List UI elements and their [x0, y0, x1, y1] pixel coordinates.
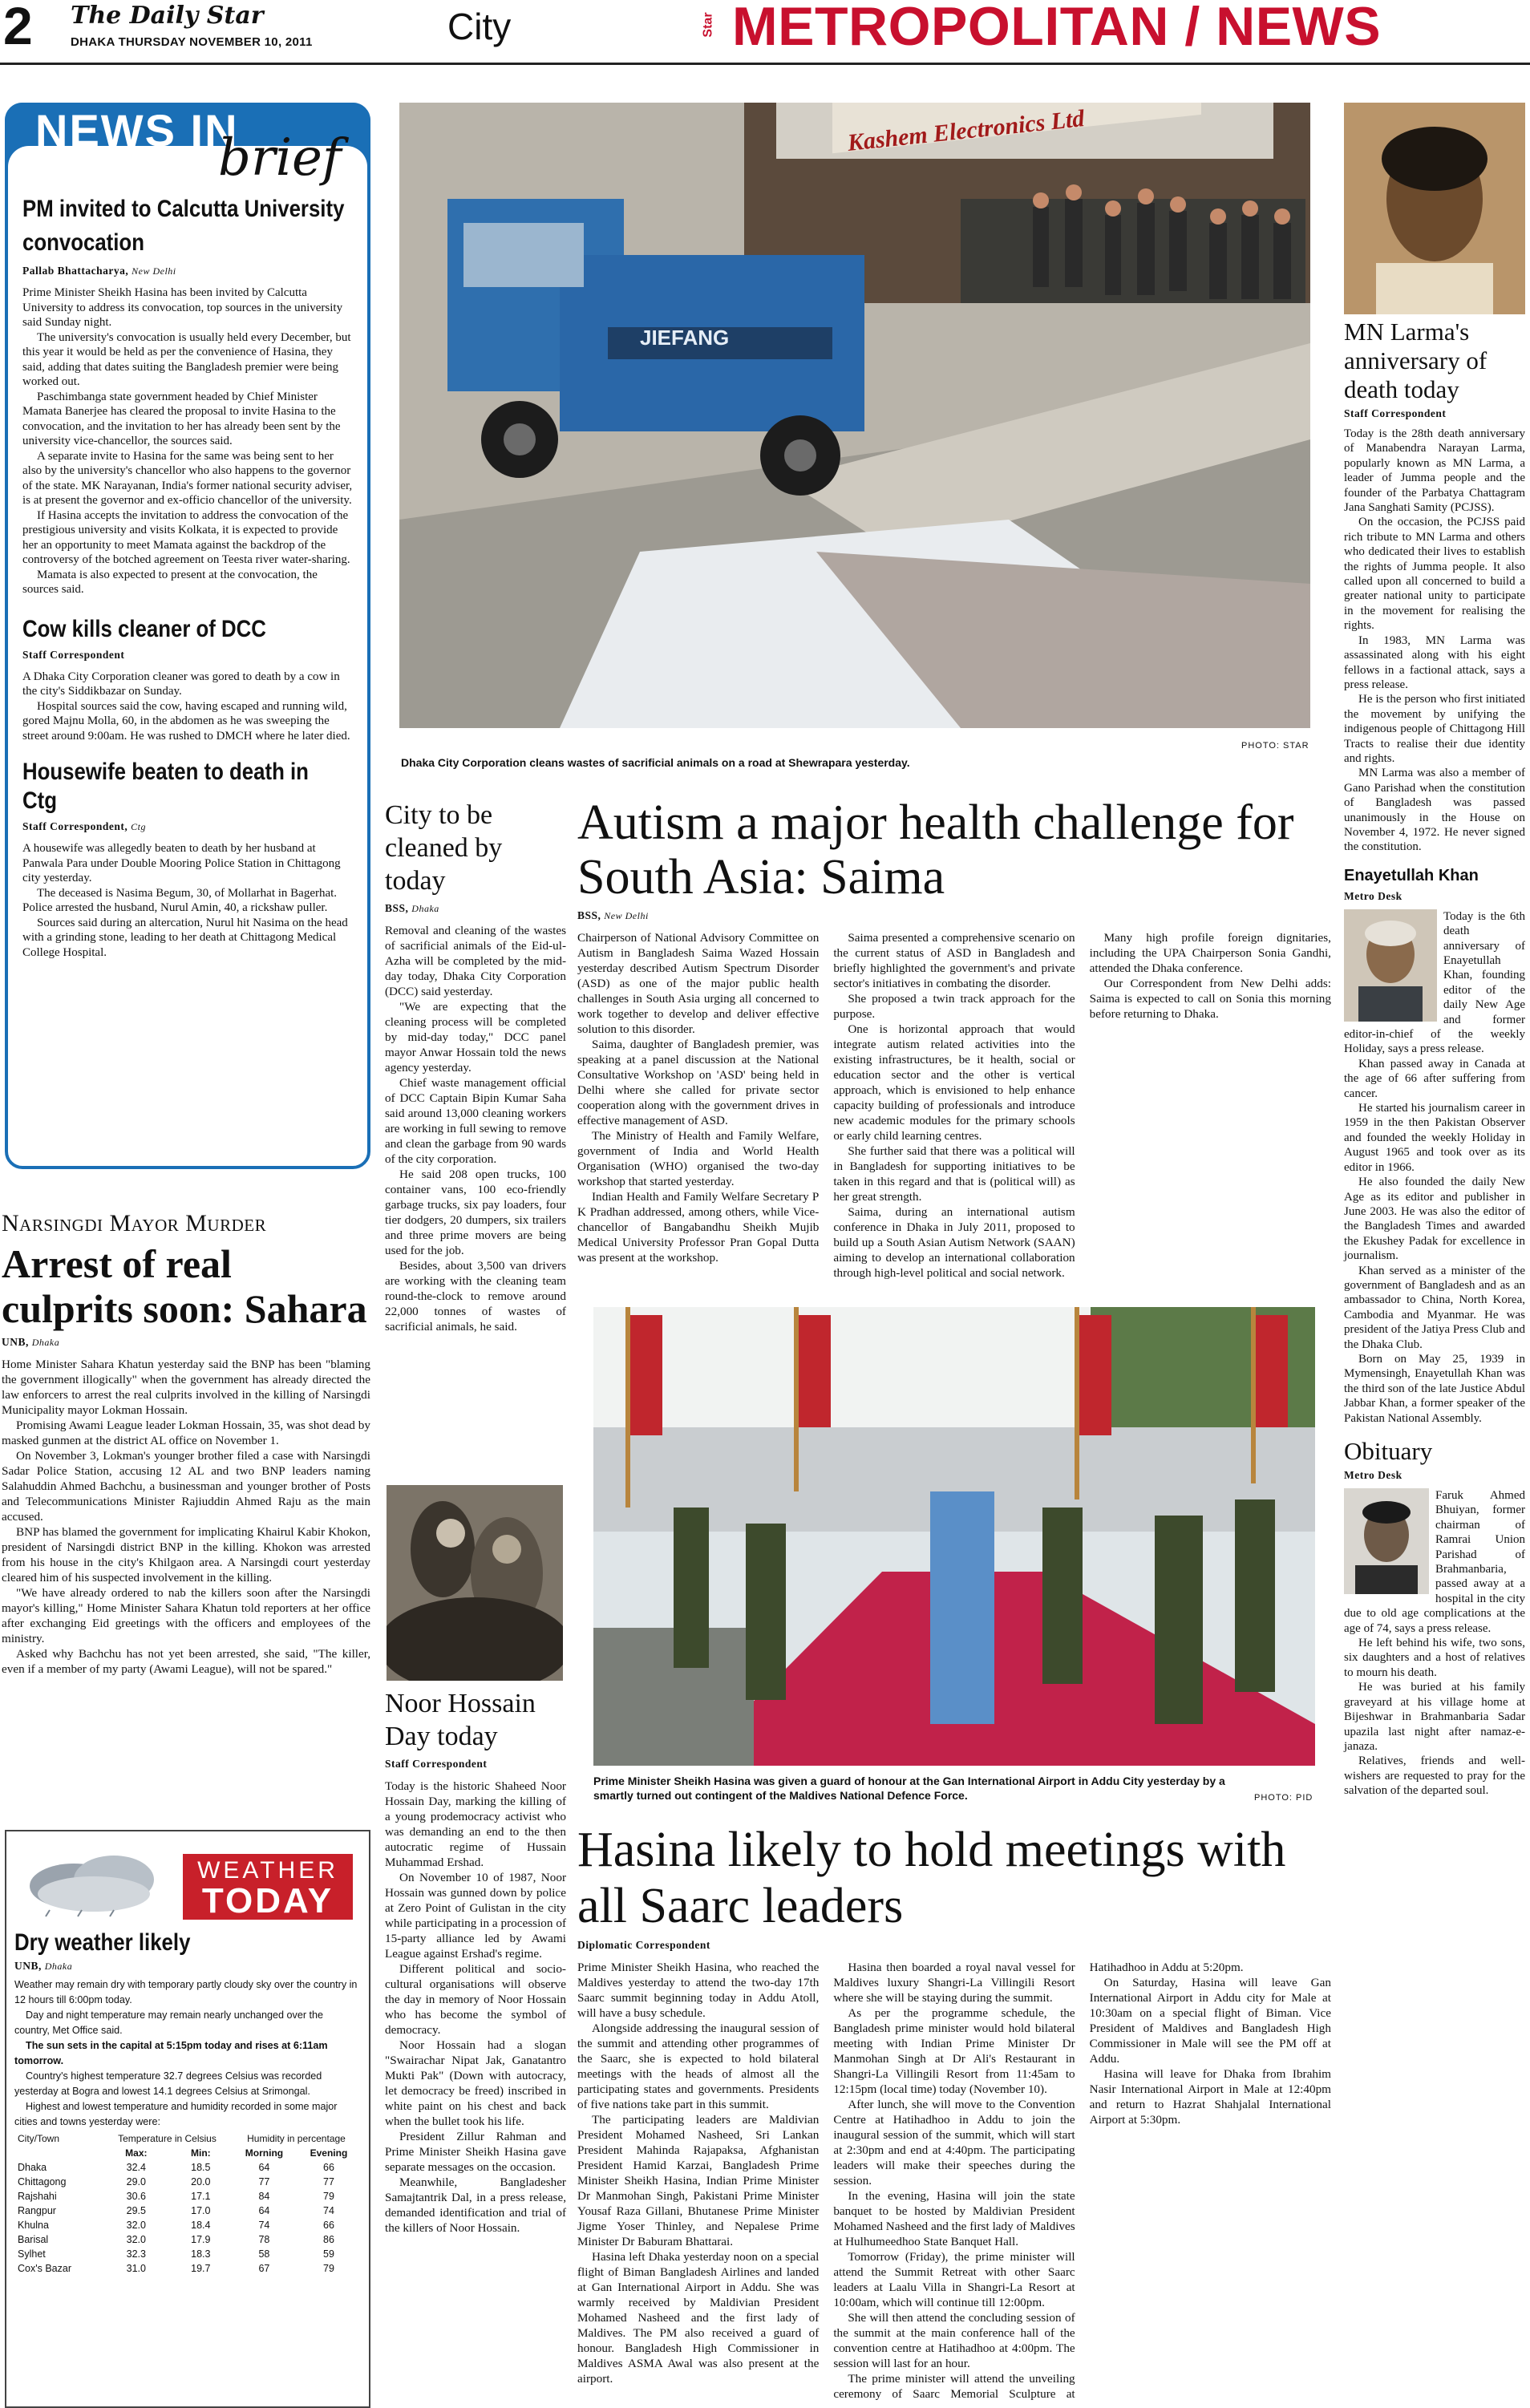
noor-headline: Noor Hossain Day today: [385, 1689, 536, 1751]
paragraph: Meanwhile, Bangladesher Samajtantrik Dal, in a press release, demanded identification and trial of the killers of Noor Hossain.: [385, 2175, 566, 2235]
city-cell: Cox's Bazar: [18, 2263, 71, 2274]
city-cell: Barisal: [18, 2234, 49, 2245]
col-blank: [14, 2146, 103, 2160]
narsingdi-body: [2, 1357, 370, 1677]
narsingdi-headline: Arrest of real culprits soon: Sahara: [2, 1241, 367, 1331]
saarc-body: [577, 1960, 1331, 2405]
narsingdi-article: [2, 1209, 370, 1677]
value-cell: 86: [323, 2234, 334, 2245]
nib-byline-3-place: Ctg: [131, 821, 146, 832]
value-cell: 77: [323, 2176, 334, 2187]
paragraph: Relatives, friends and well-wishers are requested to pray for the salvation of the departed soul.: [1344, 1754, 1525, 1798]
noor-article: [385, 1687, 566, 2236]
paragraph: Alongside addressing the inaugural session of the summit and attending other programmes of the Saarc, she is expected to hold bilateral meetings with the heads of almost all the participating states and governments. Presidents of five nations take part in this summit.: [577, 2022, 820, 2111]
value-cell: 59: [323, 2248, 334, 2260]
paragraph: Promising Awami League leader Lokman Hossain, 35, was shot dead by masked gunmen at the district AL office on November 1.: [2, 1418, 370, 1447]
narsingdi-byline-name: UNB,: [2, 1336, 29, 1348]
portrait-image: [1344, 1488, 1429, 1594]
noor-byline: [385, 1758, 566, 1771]
city-cell: Sylhet: [18, 2248, 46, 2260]
paragraph: He also founded the daily New Age as its editor and publisher in June 2003. He was also the editor of the Bangladesh Times and awarded the Ekushey Padak for excellence in journalism.: [1344, 1176, 1525, 1263]
value-cell: 32.4: [126, 2162, 146, 2173]
paragraph: In the evening, Hasina will join the state banquet to be hosted by Maldivian President Mohamed Nasheed and the first lady of Maldives at Hulhumeedhoo State Banquet Hall.: [833, 2189, 1075, 2248]
cleaning-article: [385, 799, 566, 1334]
weather-box: [5, 1830, 370, 2408]
paragraph: Home Minister Sahara Khatun yesterday said the BNP has been "blaming the government illogically" when the government has already directed the law enforcers to arrest the real culprits involved in the killing of Narsingdi Municipality mayor Lokman Hossain.: [2, 1358, 370, 1417]
paragraph: A separate invite to Hasina for the same was being sent to her also by the university's chancellor who also happens to the governor of the state. MK Narayanan, India's former national security adviser, is at present the governor and ex-officio chancellor of the university.: [22, 449, 353, 507]
weather-byline-name: UNB,: [14, 1960, 42, 1972]
col-temperature: Temperature in Celsius: [118, 2133, 217, 2144]
cleaning-byline-name: BSS,: [385, 902, 409, 914]
col-evening: Evening: [310, 2147, 348, 2159]
paragraph: He left behind his wife, two sons, six daughters and a host of relatives to mourn his death.: [1344, 1637, 1525, 1679]
value-cell: 17.0: [191, 2205, 211, 2216]
guard-photo: [593, 1307, 1315, 1766]
paragraph: On Saturday, Hasina will leave Gan International Airport in Addu city for Male at 10:30am on a special flight of Biman. Vice President of Maldives and Bangladesh High Commissioner in Male will see the PM off at Addu.: [1089, 1976, 1331, 2066]
paragraph: Khan passed away in Canada at the age of 66 after suffering from cancer.: [1344, 1057, 1525, 1100]
paragraph: He said 208 open trucks, 100 container vans, 100 eco-friendly garbage trucks, six pay loaders, four tier dodgers, 20 dumpers, six trailers and three prime movers are being used for the job.: [385, 1168, 566, 1257]
nib-item-1: [22, 192, 353, 597]
weather-table: [14, 2131, 361, 2276]
paragraph: He was buried at his family graveyard at his village home at Bijeshwar in Brahmanbaria Sadar upazila last night after namaz-e-janaza.: [1344, 1681, 1525, 1753]
paragraph: Hasina left Dhaka yesterday noon on a special flight of Biman Bangladesh Airlines and landed at Gan International Airport in Addu. She was warmly received by Maldivian President Mohamed Nasheed and the first lady of Maldives. The PM also received a guard of honour. Bangladesh High Commissioner in Maldives ASMA Awal was also present at the airport.: [577, 2250, 820, 2386]
paragraph: Today is the 28th death anniversary of Manabendra Narayan Larma, popularly known as MN Larma, a leader of Jumma people and the founder of the Parbatya Chattagram Jana Sanghati Samity (PCJSS).: [1344, 427, 1525, 515]
paragraph: Our Correspondent from New Delhi adds: Saima is expected to call on Sonia this morning before returning to Dhaka.: [1089, 977, 1331, 1021]
dateline: DHAKA THURSDAY NOVEMBER 10, 2011: [71, 35, 313, 49]
nib-item-3: [22, 758, 353, 960]
value-cell: 31.0: [126, 2263, 146, 2274]
paragraph: Country's highest temperature 32.7 degrees Celsius was recorded yesterday at Bogra and lowest 14.1 degrees Celsius at Srimongal.: [14, 2070, 322, 2097]
nib-byline-2: [22, 649, 353, 662]
street-cleaning-image: [399, 103, 1310, 728]
weather-byline-place: Dhaka: [44, 1961, 73, 1972]
city-cell: Dhaka: [18, 2162, 47, 2173]
guard-photo-caption: Prime Minister Sheikh Hasina was given a guard of honour at the Gan International Airport in Addu City yesterday by a smartly turned out contingent of the Maldives National Defence Force.: [593, 1775, 1225, 1802]
value-cell: 74: [258, 2220, 270, 2231]
value-cell: 18.5: [191, 2162, 211, 2173]
table-row: [14, 2261, 361, 2276]
news-in-label: NEWS IN: [35, 105, 239, 156]
paragraph: Mamata is also expected to present at the convocation, the sources said.: [22, 568, 318, 596]
value-cell: 32.0: [126, 2234, 146, 2245]
weather-text: [14, 1929, 361, 2276]
larma-byline: [1344, 407, 1525, 420]
paragraph: The university's convocation is usually held every December, but this year it would be held as per the convenience of Hasina, they said, adding that dates suiting the Bangladesh premier were being worked out.: [22, 330, 351, 388]
enayetullah-headline: Enayetullah Khan: [1344, 866, 1479, 884]
page-number: 2: [3, 0, 33, 55]
autism-body: [577, 930, 1331, 1287]
cleaning-body: [385, 923, 566, 1334]
section-name: City: [447, 6, 512, 47]
nib-byline-3: [22, 820, 353, 833]
col-city: City/Town: [18, 2133, 60, 2144]
paragraph: Khan served as a minister of the government of Bangladesh and as an ambassador to China, North Korea, Cambodia and Myanmar. He was president of the Jatiya Press Club and the Dhaka Club.: [1344, 1264, 1525, 1351]
cleaning-photo-caption: Dhaka City Corporation cleans wastes of sacrificial animals on a road at Shewrapara yesterday.: [401, 756, 910, 769]
table-row: [14, 2160, 361, 2175]
value-cell: 66: [323, 2220, 334, 2231]
paragraph: She proposed a twin track approach for the purpose.: [833, 992, 1075, 1021]
obituary-body: [1344, 1488, 1525, 1799]
nib-headline-2: Cow kills cleaner of DCC: [22, 615, 266, 642]
cleaning-headline: City to be cleaned by today: [385, 800, 503, 896]
value-cell: 74: [323, 2205, 334, 2216]
nib-byline-1: [22, 265, 353, 277]
value-cell: 58: [258, 2248, 270, 2260]
value-cell: 29.5: [126, 2205, 146, 2216]
value-cell: 18.3: [191, 2248, 211, 2260]
paragraph: MN Larma was also a member of Gano Parishad when the constitution of Bangladesh was passed unanimously in the House on November 4, 1972. He never signed the constitution.: [1344, 767, 1525, 854]
weather-badge-a: WEATHER: [197, 1857, 338, 1884]
paragraph: BNP has blamed the government for implicating Khairul Kabir Khokon, president of Narsingdi district BNP in the killing. Khokon was arrested from his house in the city's Khilgaon area. A Narsingdi court yesterday cleared him of his suspected involvement in the killing.: [2, 1525, 370, 1584]
city-cell: Chittagong: [18, 2176, 67, 2187]
nib-body-2: [22, 670, 353, 744]
table-row: [14, 2204, 361, 2218]
larma-headline: MN Larma's anniversary of death today: [1344, 318, 1488, 403]
paragraph: Faruk Ahmed Bhuiyan, former chairman of Ramrai Union Parishad of Brahmanbaria, passed away at a hospital in the city due to old age complications at the age of 74, says a press release.: [1344, 1489, 1525, 1635]
city-cell: Rangpur: [18, 2205, 56, 2216]
table-row: [14, 2175, 361, 2189]
paragraph: One is horizontal approach that would integrate autism related activities into the existing infrastructures, be it health, social or education sector and the other is vertical approach, which is envisioned to help enhance capacity building of professionals and introduce new academic modules for the primary schools or early child learning centres.: [833, 1022, 1075, 1143]
obituary-portrait: [1344, 1488, 1429, 1594]
value-cell: 18.4: [191, 2220, 211, 2231]
value-cell: 32.0: [126, 2220, 146, 2231]
paragraph: Today is the 6th death anniversary of Enayetullah Khan, founding editor of the daily New Age and former editor-in-chief of the weekly Holiday, says a press release.: [1344, 909, 1525, 1056]
noor-byline-name: Staff Correspondent: [385, 1758, 488, 1770]
saarc-byline: [577, 1939, 1331, 1952]
narsingdi-byline-place: Dhaka: [31, 1337, 60, 1348]
obituary-headline: Obituary: [1344, 1437, 1433, 1465]
paragraph: The Ministry of Health and Family Welfare, government of India and World Health Organisation (WHO) organised the two-day workshop that started yesterday.: [577, 1129, 820, 1188]
paragraph: Different political and socio-cultural organisations will observe the day in memory of Noor Hossain who has become the symbol of democracy.: [385, 1962, 566, 2037]
weather-headline: Dry weather likely: [14, 1929, 191, 1956]
paragraph: Paschimbanga state government headed by Chief Minister Mamata Banerjee has cleared the proposal to invite Hasina to the convocation, and the invitation to her has already been sent by the university vice-chancellor, the sources said.: [22, 390, 341, 447]
value-cell: 17.9: [191, 2234, 211, 2245]
paragraph: Removal and cleaning of the wastes of sacrificial animals of the Eid-ul-Azha will be completed by the mid-day today, Dhaka City Corporation (DCC) said yesterday.: [385, 924, 566, 998]
col-humidity: Humidity in percentage: [247, 2133, 346, 2144]
brief-label: brief: [218, 128, 342, 188]
weather-badge-b: TODAY: [201, 1881, 334, 1920]
paragraph: The deceased is Nasima Begum, 30, of Mollarhat in Bagerhat. Police arrested the husband, Nurul Amin, 40, a rickshaw puller.: [22, 886, 338, 914]
paragraph: He started his journalism career in 1959 in the then Pakistan Observer and founded the weekly Holiday in August 1965 and took over as its editor in 1966.: [1344, 1102, 1525, 1174]
table-row: [14, 2218, 361, 2232]
enayetullah-article: [1344, 866, 1525, 1426]
paragraph: President Zillur Rahman and Prime Minister Sheikh Hasina gave separate messages on the occasion.: [385, 2130, 566, 2174]
cloud-icon: [18, 1846, 178, 1918]
paragraph: Prime Minister Sheikh Hasina has been invited by Calcutta University to address its convocation, top sources in the university said Sunday night.: [22, 286, 343, 329]
autism-article: [577, 795, 1331, 1287]
cleaning-photo: [399, 103, 1310, 728]
guard-photo-credit: PHOTO: PID: [1254, 1793, 1313, 1803]
paragraph: Indian Health and Family Welfare Secretary P K Pradhan addressed, among others, while Vice-chancellor of Bangabandhu Sheikh Mujib Medical University Professor Pran Gopal Dutta was present at the workshop.: [577, 1190, 820, 1265]
larma-byline-name: Staff Correspondent: [1344, 407, 1447, 419]
paragraph: On November 3, Lokman's younger brother filed a case with Narsingdi Sadar Police Station, accusing 12 AL and two BNP leaders naming Salahuddin Ahmed Bachchu, a businessman and younger brother of Posts and Telecommunications Minister Rajiuddin Ahmed Raju as the main accused.: [2, 1449, 370, 1524]
paragraph: Highest and lowest temperature and humidity recorded in some major cities and towns yesterday were:: [14, 2101, 338, 2127]
enayetullah-byline: [1344, 890, 1525, 903]
portrait-image: [1344, 909, 1437, 1022]
paragraph: Chairperson of National Advisory Committee on Autism in Bangladesh Saima Wazed Hossain yesterday described Autism Spectrum Disorder (ASD) as one of the major public health challenges in South Asia urging all concerned to work together to develop and deliver effective solution to this disorder.: [577, 931, 820, 1036]
obituary-article: [1344, 1437, 1525, 1799]
col-min: Min:: [190, 2147, 211, 2159]
paragraph: The sun sets in the capital at 5:15pm today and rises at 6:11am tomorrow.: [14, 2040, 328, 2066]
paragraph: On November 10 of 1987, Noor Hossain was gunned down by police at Zero Point of Gulistan in the city while participating in a procession of 15-party alliance led by Awami League against Ershad's regime.: [385, 1871, 566, 1961]
obituary-byline-name: Metro Desk: [1344, 1469, 1402, 1481]
value-cell: 79: [323, 2191, 334, 2202]
weather-badge: [183, 1854, 353, 1920]
paragraph: A housewife was allegedly beaten to death by her husband at Panwala Para under Double Mooring Police Station in Chittagong city yesterday.: [22, 842, 341, 884]
autism-byline-place: New Delhi: [604, 910, 649, 921]
nib-byline-1-name: Pallab Bhattacharya,: [22, 265, 129, 277]
value-cell: 78: [258, 2234, 270, 2245]
value-cell: 77: [258, 2176, 270, 2187]
paragraph: On the occasion, the PCJSS paid rich tribute to MN Larma and others who dedicated their lives to establish the rights of Jumma people. It also called upon all concerned to build a greater national unity to participate in the movement for realising the rights.: [1344, 516, 1525, 633]
weather-table-subheader: [14, 2146, 361, 2160]
col-max: Max:: [125, 2147, 148, 2159]
value-cell: 20.0: [191, 2176, 211, 2187]
value-cell: 66: [323, 2162, 334, 2173]
weather-table-header: [14, 2131, 361, 2146]
larma-article: [1344, 318, 1525, 855]
paragraph: Chief waste management official of DCC Captain Bipin Kumar Saha said around 13,000 cleaning workers are working in full sewing to remove and clean the garbage from 90 wards of the city corporation.: [385, 1076, 566, 1166]
paragraph: In 1983, MN Larma was assassinated along with his eight fellows in a factional attack, says a press release.: [1344, 633, 1525, 691]
paragraph: The participating leaders are Maldivian President Mohamed Nasheed, Sri Lankan President Mahinda Rajapaksa, Afghanistan President Hamid Karzai, Bangladesh Prime Minister Sheikh Hasina, Indian Prime Minister Dr Manmohan Singh, Pakistani Prime Minister Yousaf Raza Gillani, Bhutanese Prime Minister Jigme Yoser Thinley, and Nepalese Prime Minister Dr Baburam Bhattarai.: [577, 2113, 820, 2248]
paragraph: "We have already ordered to nab the killers soon after the Narsingdi mayor's killing," Home Minister Sahara Khatun told reporters at her office after exchanging Eid greetings with the officers and employees of the ministry.: [2, 1586, 370, 1645]
nib-byline-2-name: Staff Correspondent: [22, 648, 125, 661]
paragraph: Today is the historic Shaheed Noor Hossain Day, marking the killing of a young prodemocracy activist who was demanding an end to the then autocratic regime of Hussain Muhammad Ershad.: [385, 1779, 566, 1869]
value-cell: 64: [258, 2205, 270, 2216]
paragraph: Born on May 25, 1939 in Mymensingh, Enayetullah Khan was the third son of the late Justice Abdul Jabbar Khan, a former speaker of the Pakistan National Assembly.: [1344, 1352, 1525, 1425]
paragraph: Saima presented a comprehensive scenario on the current status of ASD in Bangladesh and briefly highlighted the government's and private sector's initiatives in combating the disorder.: [833, 931, 1075, 990]
nib-byline-3-name: Staff Correspondent,: [22, 820, 128, 832]
value-cell: 32.3: [126, 2248, 146, 2260]
paragraph: If Hasina accepts the invitation to address the convocation of the prestigious university and visits Kolkata, it is expected to provide her an opportunity to meet Mamata against the backdrop of the controversy of the botched agreement on Teesta river water-sharing.: [22, 508, 350, 566]
value-cell: 64: [258, 2162, 270, 2173]
cleaning-photo-credit: PHOTO: STAR: [1241, 741, 1309, 751]
nib-item-2: [22, 615, 353, 744]
autism-byline-name: BSS,: [577, 909, 601, 921]
paragraph: Hasina will leave for Dhaka from Ibrahim Nasir International Airport in Male at 12:40pm and return to Hazrat Shahjalal International Airport at 5:30pm.: [1089, 2067, 1331, 2127]
enayetullah-portrait: [1344, 909, 1437, 1022]
star-mark: Star: [701, 12, 715, 38]
paragraph: Saima, during an international autism conference in Dhaka in July 2011, proposed to build up a South Asian Autism Network (SAAN) aiming to develop an international collaboration through high-level political and social network.: [833, 1205, 1075, 1280]
paragraph: She further said that there was a political will in Bangladesh for supporting initiatives to be taken in this regard and that is (political will) as her great strength.: [833, 1144, 1075, 1204]
paragraph: Noor Hossain had a slogan "Swairachar Nipat Jak, Ganatantro Mukti Pak" (Down with autocracy, let democracy be freed) inscribed in white paint on his chest and back when the bullet took his life.: [385, 2038, 566, 2128]
value-cell: 79: [323, 2263, 334, 2274]
narsingdi-byline: [2, 1336, 370, 1349]
table-row: [14, 2189, 361, 2204]
nib-headline-3: Housewife beaten to death in Ctg: [22, 759, 309, 814]
enayetullah-byline-name: Metro Desk: [1344, 889, 1402, 902]
right-column: [1344, 318, 1525, 1799]
masthead: [0, 0, 1530, 64]
weather-byline: [14, 1960, 361, 1973]
nib-byline-1-place: New Delhi: [132, 265, 176, 277]
saarc-headline: Hasina likely to hold meetings with all Saarc leaders: [577, 1823, 1286, 1933]
city-cell: Khulna: [18, 2220, 49, 2231]
nib-content: [22, 192, 353, 960]
value-cell: 30.6: [126, 2191, 146, 2202]
saarc-article: [577, 1822, 1331, 2405]
paragraph: Many high profile foreign dignitaries, including the UPA Chairperson Sonia Gandhi, attended the Dhaka conference.: [1089, 931, 1331, 975]
masthead-rule: [0, 63, 1530, 65]
paragraph: She will then attend the concluding session of the summit at the main conference hall of the convention centre at Hatihadhoo at 4:00pm. The session will last for an hour.: [833, 2311, 1075, 2370]
autism-byline: [577, 909, 1331, 922]
guard-of-honour-image: [593, 1307, 1315, 1766]
table-row: [14, 2232, 361, 2247]
paragraph: As per the programme schedule, the Bangladesh prime minister would hold bilateral meeting with Indian Prime Minister Dr Manmohan Singh at Dr Ali's Restaurant in Shangri-La Villingili Resort from 11:45am to 12:15pm (local time) today (November 10).: [833, 2006, 1075, 2096]
weather-body: [14, 1977, 361, 2130]
weather-table-body: [14, 2160, 361, 2276]
paragraph: Saima, daughter of Bangladesh premier, was speaking at a panel discussion at the National Consultative Workshop on 'ASD' being held in Delhi where she called for private sector cooperation along with the government drives in effective management of ASD.: [577, 1038, 820, 1127]
col-morning: Morning: [245, 2147, 284, 2159]
nib-body-3: [22, 841, 353, 960]
paragraph: Sources said during an altercation, Nurul hit Nasima on the head with a grinding stone, leading to her death at Chittagong Medical College Hospital.: [22, 916, 348, 959]
enayetullah-body: [1344, 909, 1525, 1426]
larma-body: [1344, 427, 1525, 855]
noor-hossain-photo: [387, 1485, 563, 1681]
larma-portrait: [1344, 103, 1525, 314]
nib-headline-1: PM invited to Calcutta University convocation: [22, 196, 345, 256]
city-cell: Rajshahi: [18, 2191, 57, 2202]
value-cell: 67: [258, 2263, 270, 2274]
protest-image: [387, 1485, 563, 1681]
table-row: [14, 2247, 361, 2261]
paragraph: He is the person who first initiated the movement by unifying the indigenous people of Chittagong Hill Tracts to realise their due identity and rights.: [1344, 693, 1525, 765]
value-cell: 17.1: [191, 2191, 211, 2202]
weather-graphic: [18, 1846, 178, 1918]
shop-sign: Kashem Electronics Ltd: [846, 105, 1086, 156]
obituary-byline: [1344, 1469, 1525, 1482]
paragraph: A Dhaka City Corporation cleaner was gored to death by a cow in the city's Siddikbazar on Sunday.: [22, 670, 340, 698]
paragraph: After lunch, she will move to the Convention Centre at Hatihadhoo in Addu to join the inaugural session of the summit, which will start at 2:30pm and end at 4:40pm. The participating leaders will make their speeches during the session.: [833, 2098, 1075, 2187]
narsingdi-kicker: Narsingdi Mayor Murder: [2, 1210, 267, 1236]
value-cell: 84: [258, 2191, 270, 2202]
cleaning-byline-place: Dhaka: [411, 903, 439, 914]
saarc-byline-name: Diplomatic Correspondent: [577, 1939, 710, 1951]
paragraph: Weather may remain dry with temporary partly cloudy sky over the country in 12 hours till 6:00pm today.: [14, 1979, 358, 2005]
paragraph: "We are expecting that the cleaning process will be completed by mid-day today," DCC panel mayor Anwar Hossain told the news agency yesterday.: [385, 1000, 566, 1074]
paragraph: Tomorrow (Friday), the prime minister will attend the Summit Retreat with other Saarc leaders at Laalu Villa in Shangri-La Resort at 10:00am, which will continue till 12:00pm.: [833, 2250, 1075, 2309]
section-title: METROPOLITAN / NEWS: [732, 0, 1382, 57]
paper-name: The Daily Star: [71, 2, 264, 30]
paragraph: Besides, about 3,500 van drivers are working with the cleaning team round-the-clock to remove around 22,000 tonnes of wastes of sacrificial animals, he said.: [385, 1259, 566, 1334]
paragraph: Hospital sources said the cow, having escaped and running wild, gored Majnu Molla, 60, in the abdomen as he was sweeping the street around 9:00am. He was rushed to DMCH where he later died.: [22, 699, 350, 743]
paragraph: Prime Minister Sheikh Hasina, who reached the Maldives yesterday to attend the two-day 17th Saarc summit beginning today in Addu Atoll, will have a busy schedule.: [577, 1961, 820, 2020]
nib-body-1: [22, 285, 353, 597]
paragraph: Day and night temperature may remain nearly unchanged over the country, Met Office said.: [14, 2009, 324, 2036]
paragraph: Asked why Bachchu has not yet been arrested, she said, "The killer, even if a member of my party (Awami League), will not be spared.": [2, 1647, 370, 1676]
value-cell: 19.7: [191, 2263, 211, 2274]
paragraph: The prime minister will attend the unveiling ceremony of Saarc Memorial Sculpture at Hatihadhoo in Addu at 5:20pm.: [833, 1961, 1244, 2401]
paragraph: Hasina then boarded a royal naval vessel for Maldives luxury Shangri-La Villingili Resort where she will be staying during the summit.: [833, 1961, 1075, 2005]
portrait-image: [1344, 103, 1525, 314]
truck-label: JIEFANG: [640, 326, 730, 350]
cleaning-byline: [385, 902, 566, 915]
noor-body: [385, 1779, 566, 2236]
autism-headline: Autism a major health challenge for South Asia: Saima: [577, 795, 1294, 905]
value-cell: 29.0: [126, 2176, 146, 2187]
